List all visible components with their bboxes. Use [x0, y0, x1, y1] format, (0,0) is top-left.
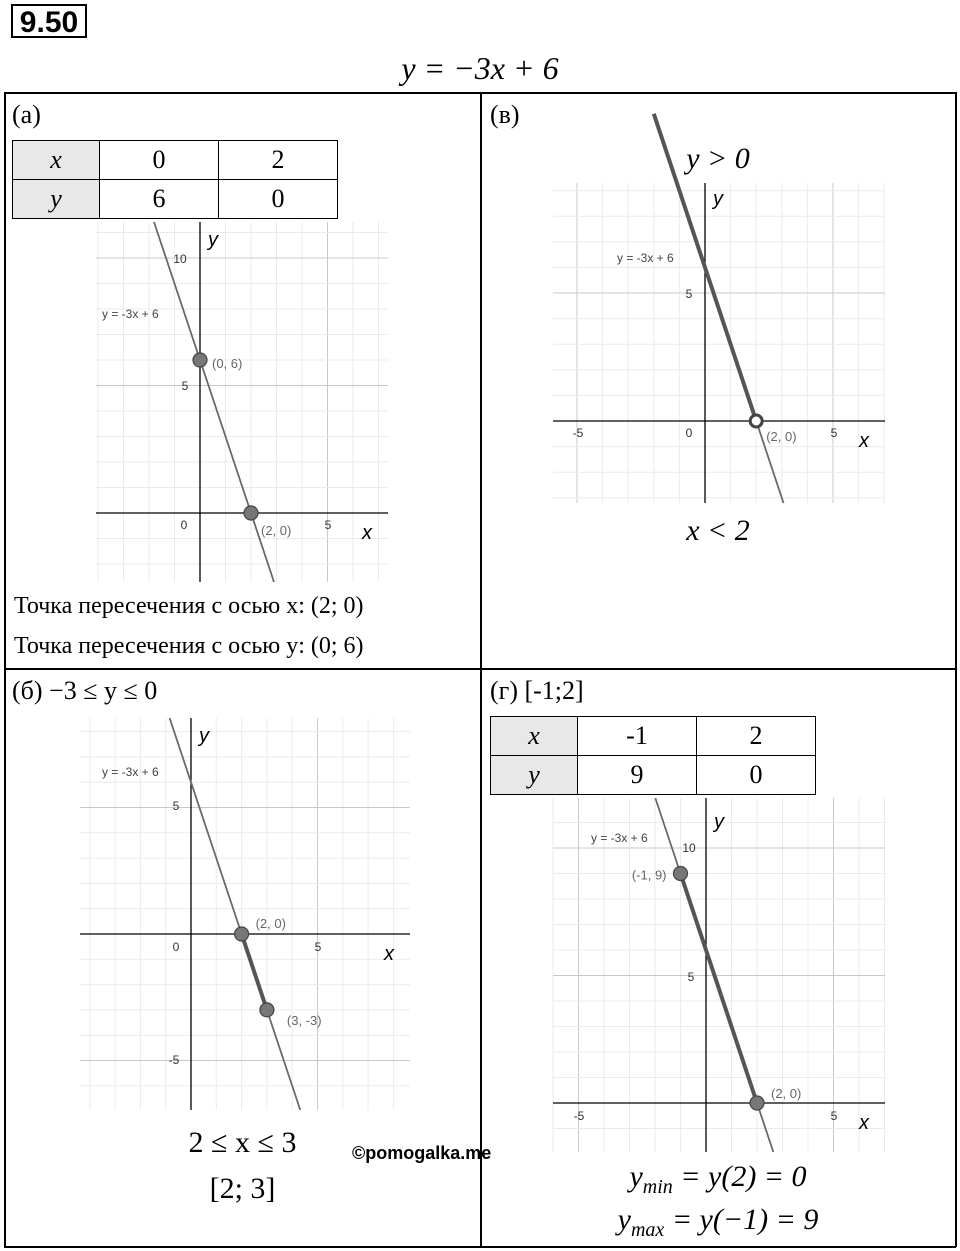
highlighted-segment: [681, 874, 758, 1104]
intersect-y-text: Точка пересечения с осью y: (0; 6): [14, 633, 364, 659]
point-label: (2, 0): [771, 1086, 802, 1101]
function-line: [170, 718, 301, 1110]
ymin-rest: = y(2) = 0: [672, 1160, 807, 1193]
point-label: (2, 0): [255, 916, 286, 931]
table-cell: 0: [100, 141, 219, 180]
table-cell: 6: [100, 180, 219, 219]
tick-label: 5: [687, 970, 695, 984]
tick-label: 5: [830, 426, 838, 440]
tick-label: 0: [685, 426, 693, 440]
tick-label: -5: [168, 1053, 180, 1067]
x-axis-label: x: [859, 1112, 869, 1134]
panel-a-label: (а): [12, 100, 41, 129]
panel-b-graph: [80, 718, 410, 1110]
frame-right: [955, 92, 957, 1247]
data-point: [235, 927, 249, 941]
ymin-sub: min: [642, 1176, 673, 1198]
function-label: y = -3x + 6: [102, 765, 159, 779]
table-cell: 0: [697, 756, 816, 795]
table-x-header: x: [491, 717, 578, 756]
table-cell: -1: [578, 717, 697, 756]
frame-left: [4, 92, 6, 1247]
equation-title: y = −3x + 6: [401, 50, 559, 86]
tick-label: 5: [181, 379, 189, 393]
function-label: y = -3x + 6: [617, 251, 674, 265]
function-line: [154, 222, 274, 582]
data-point: [260, 1003, 274, 1017]
panel-g-ymax: [481, 1203, 955, 1242]
panel-v-label: (в): [490, 100, 520, 129]
y-axis-label: y: [714, 811, 724, 833]
panel-g-label: (г) [-1;2]: [490, 676, 584, 705]
panel-v-graph: [553, 183, 885, 503]
point-label: (0, 6): [212, 356, 243, 371]
panel-g-ymin: [481, 1160, 955, 1199]
tick-label: 0: [180, 518, 188, 532]
data-point: [750, 415, 762, 427]
tick-label: 0: [172, 940, 180, 954]
tick-label: 5: [685, 287, 693, 301]
point-label: (3, -3): [286, 1012, 322, 1028]
table-y-header: y: [491, 756, 578, 795]
data-point: [193, 353, 207, 367]
x-axis-label: x: [859, 430, 869, 452]
y-axis-label: y: [713, 188, 723, 210]
point-label: (2, 0): [261, 523, 292, 538]
ymin-y: y: [629, 1160, 643, 1193]
frame-center-v: [480, 92, 482, 1247]
panel-b-label: (б) −3 ≤ y ≤ 0: [12, 676, 158, 705]
panel-a-table: [12, 140, 338, 219]
x-axis-label: x: [362, 522, 372, 544]
problem-number: 9.50: [11, 4, 87, 38]
table-cell: 2: [219, 141, 338, 180]
tick-label: 10: [682, 841, 696, 855]
table-cell: 0: [219, 180, 338, 219]
tick-label: -5: [573, 1109, 585, 1123]
ymax-sub: max: [630, 1219, 665, 1241]
y-axis-label: y: [208, 229, 218, 251]
highlighted-segment: [242, 934, 267, 1010]
ymax-y: y: [617, 1203, 631, 1236]
frame-center-h: [4, 668, 956, 670]
data-point: [244, 506, 258, 520]
function-label: y = -3x + 6: [102, 307, 159, 321]
table-cell: 9: [578, 756, 697, 795]
table-y-header: y: [13, 180, 100, 219]
panel-a-graph: [96, 222, 388, 582]
data-point: [750, 1096, 764, 1110]
y-axis-label: y: [199, 725, 209, 747]
panel-v-condition: y > 0: [686, 142, 750, 175]
table-cell: 2: [697, 717, 816, 756]
point-label: (-1, 9): [631, 867, 667, 883]
panel-v-answer: x < 2: [686, 514, 750, 547]
panel-b-answer-interval: [2; 3]: [209, 1172, 276, 1205]
point-label: (2, 0): [766, 429, 797, 444]
x-axis-label: x: [384, 943, 394, 965]
data-point: [674, 867, 688, 881]
tick-label: 10: [173, 252, 187, 266]
panel-b-answer-inequality: 2 ≤ x ≤ 3: [188, 1126, 297, 1159]
tick-label: 5: [830, 1109, 838, 1123]
tick-label: 5: [172, 799, 180, 813]
table-x-header: x: [13, 141, 100, 180]
ymax-rest: = y(−1) = 9: [664, 1203, 819, 1236]
watermark: ©pomogalka.me: [352, 1143, 492, 1163]
tick-label: 5: [314, 940, 322, 954]
panel-g-table: [490, 716, 816, 795]
tick-label: -5: [572, 426, 584, 440]
intersect-x-text: Точка пересечения с осью x: (2; 0): [14, 593, 364, 619]
tick-label: 5: [324, 518, 332, 532]
panel-g-graph: [553, 798, 885, 1152]
function-label: y = -3x + 6: [591, 831, 648, 845]
